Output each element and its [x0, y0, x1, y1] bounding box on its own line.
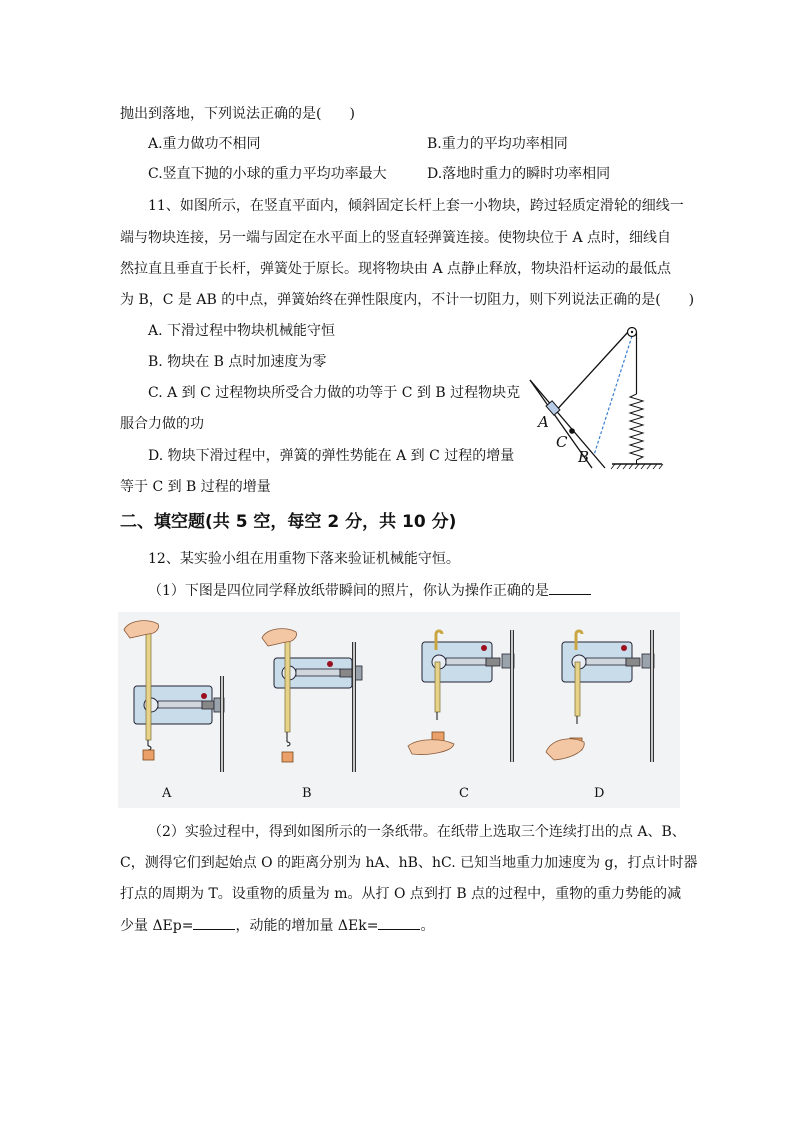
- photo-c: [398, 612, 538, 782]
- q12-part1: [148, 580, 591, 601]
- q12-ek-blank[interactable]: [378, 915, 420, 930]
- q10-stem-end: 抛出到落地，下列说法正确的是( ): [120, 106, 355, 122]
- photo-label-c: C: [459, 786, 469, 801]
- photo-d: [538, 612, 678, 782]
- q11-label-b: B: [578, 448, 590, 466]
- q11-label-c: C: [556, 433, 568, 451]
- q12-ek-label: ，动能的增加量 ΔEk=: [235, 918, 379, 934]
- q12-ep-blank[interactable]: [193, 915, 235, 930]
- q10-option-a: A.重力做功不相同: [148, 136, 261, 152]
- q12-ep-label: 少量 ΔEp=: [120, 918, 194, 934]
- q10-option-c: C.竖直下抛的小球的重力平均功率最大: [148, 166, 387, 182]
- q11-option-b: B. 物块在 B 点时加速度为零: [148, 354, 327, 370]
- section-title: 二、填空题(共 5 空，每空 2 分，共 10 分): [120, 512, 457, 532]
- q11-line-2: 端与物块连接，另一端与固定在水平面上的竖直轻弹簧连接。使物块位于 A 点时，细线自: [120, 230, 672, 246]
- q11-option-c-line1: C. A 到 C 过程物块所受合力做的功等于 C 到 B 过程物块克: [148, 385, 521, 401]
- q11-option-a: A. 下滑过程中物块机械能守恒: [148, 323, 336, 339]
- q12-part2-line1: （2）实验过程中，得到如图所示的一条纸带。在纸带上选取三个连续打出的点 A、B、: [148, 824, 686, 840]
- q12-part2-line3: 打点的周期为 T。设重物的质量为 m。从打 O 点到打 B 点的过程中，重物的重力势能的减: [120, 886, 682, 902]
- q11-option-d-line2: 等于 C 到 B 过程的增量: [120, 479, 271, 495]
- q11-line-4: 为 B，C 是 AB 的中点，弹簧始终在弹性限度内，不计一切阻力，则下列说法正确的是( ): [120, 292, 695, 308]
- photo-a: [118, 612, 248, 782]
- q11-incline-spring-figure: [520, 318, 680, 478]
- photo-label-b: B: [302, 786, 312, 801]
- q10-option-d: D.落地时重力的瞬时功率相同: [427, 166, 611, 182]
- q12-part1-text: （1）下图是四位同学释放纸带瞬间的照片，你认为操作正确的是: [148, 583, 549, 599]
- photo-label-a: A: [162, 786, 172, 801]
- q11-line-3: 然拉直且垂直于长杆，弹簧处于原长。现将物块由 A 点静止释放，物块沿杆运动的最低点: [120, 261, 672, 277]
- q12-end-period: 。: [420, 918, 435, 934]
- q12-stem: 12、某实验小组在用重物下落来验证机械能守恒。: [148, 551, 460, 567]
- q11-label-a: A: [538, 413, 549, 431]
- q10-option-b: B.重力的平均功率相同: [427, 136, 568, 152]
- q11-option-c-line2: 服合力做的功: [120, 416, 204, 432]
- q11-option-d-line1: D. 物块下滑过程中，弹簧的弹性势能在 A 到 C 过程的增量: [148, 448, 515, 464]
- q12-part1-blank[interactable]: [549, 580, 591, 595]
- q12-part2-line2: C，测得它们到起始点 O 的距离分别为 hA、hB、hC. 已知当地重力加速度为 g，打点计时器: [120, 855, 698, 871]
- photo-label-d: D: [594, 786, 605, 801]
- photo-b: [258, 612, 388, 782]
- q12-part2-line4: [120, 915, 434, 936]
- q11-line-1: 11、如图所示，在竖直平面内，倾斜固定长杆上套一小物块，跨过轻质定滑轮的细线一: [148, 198, 684, 214]
